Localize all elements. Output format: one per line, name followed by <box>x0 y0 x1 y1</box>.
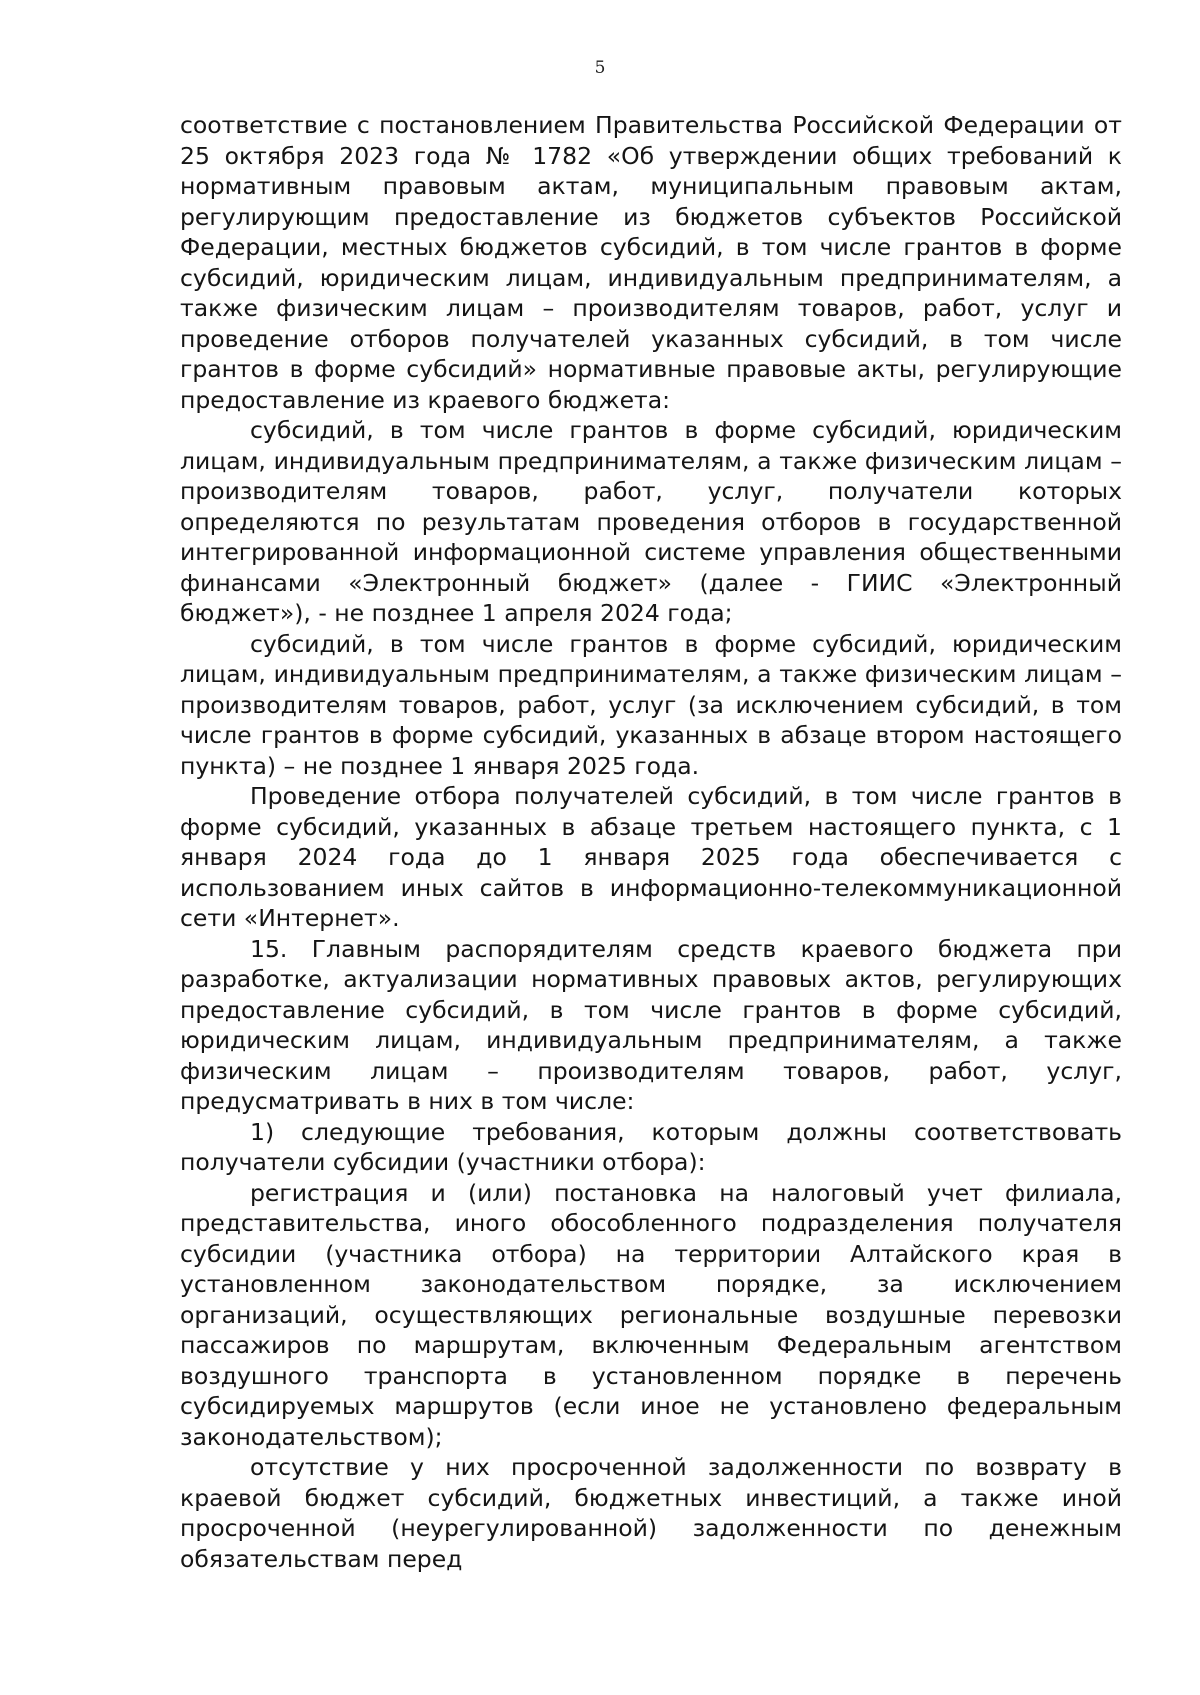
paragraph-item-15: 15. Главным распорядителям средств краевого бюджета при разработке, актуализации нормативных правовых актов, регулирующих предоставление субсидий, в том числе грантов в форме субсидий, юридическим лицам, индивидуальным предпринимателям, а также физическим лицам – производителям товаров, работ, услуг, предусматривать в них в том числе: <box>180 934 1122 1115</box>
paragraph-continuation: соответствие с постановлением Правительства Российской Федерации от 25 октября 2023 года № 1782 «Об утверждении общих требований к нормативным правовым актам, муниципальным правовым актам, регулирующим предоставление из бюджетов субъектов Российской Федерации, местных бюджетов субсидий, в том числе грантов в форме субсидий, юридическим лицам, индивидуальным предпринимателям, а также физическим лицам – производителям товаров, работ, услуг и проведение отборов получателей указанных субсидий, в том числе грантов в форме субсидий» нормативные правовые акты, регулирующие предоставление из краевого бюджета: <box>180 111 1122 414</box>
paragraph-subitem-1: 1) следующие требования, которым должны соответствовать получатели субсидии (участники отбора): <box>180 1117 1122 1176</box>
document-body <box>180 110 1122 1574</box>
paragraph-selection-procedure: Проведение отбора получателей субсидий, в том числе грантов в форме субсидий, указанных в абзаце третьем настоящего пункта, с 1 января 2024 года до 1 января 2025 года обеспечивается с использованием иных сайтов в информационно-телекоммуникационной сети «Интернет». <box>180 782 1122 932</box>
paragraph-registration-requirement: регистрация и (или) постановка на налоговый учет филиала, представительства, иного обособленного подразделения получателя субсидии (участника отбора) на территории Алтайского края в установленном законодательством порядке, за исключением организаций, осуществляющих региональные воздушные перевозки пассажиров по маршрутам, включенным Федеральным агентством воздушного транспорта в установленном порядке в перечень субсидируемых маршрутов (если иное не установлено федеральным законодательством); <box>180 1178 1122 1451</box>
paragraph-subsidies-electronic-budget: субсидий, в том числе грантов в форме субсидий, юридическим лицам, индивидуальным предпринимателям, а также физическим лицам – производителям товаров, работ, услуг, получатели которых определяются по результатам проведения отборов в государственной интегрированной информационной системе управления общественными финансами «Электронный бюджет» (далее - ГИИС «Электронный бюджет»), - не позднее 1 апреля 2024 года; <box>180 416 1122 627</box>
page-number: 5 <box>594 58 606 78</box>
paragraph-subsidies-other: субсидий, в том числе грантов в форме субсидий, юридическим лицам, индивидуальным предпринимателям, а также физическим лицам – производителям товаров, работ, услуг (за исключением субсидий, в том числе грантов в форме субсидий, указанных в абзаце втором настоящего пункта) – не позднее 1 января 2025 года. <box>180 629 1122 780</box>
paragraph-debt-requirement: отсутствие у них просроченной задолженности по возврату в краевой бюджет субсидий, бюджетных инвестиций, а также иной просроченной (неурегулированной) задолженности по денежным обязательствам перед <box>180 1453 1122 1573</box>
